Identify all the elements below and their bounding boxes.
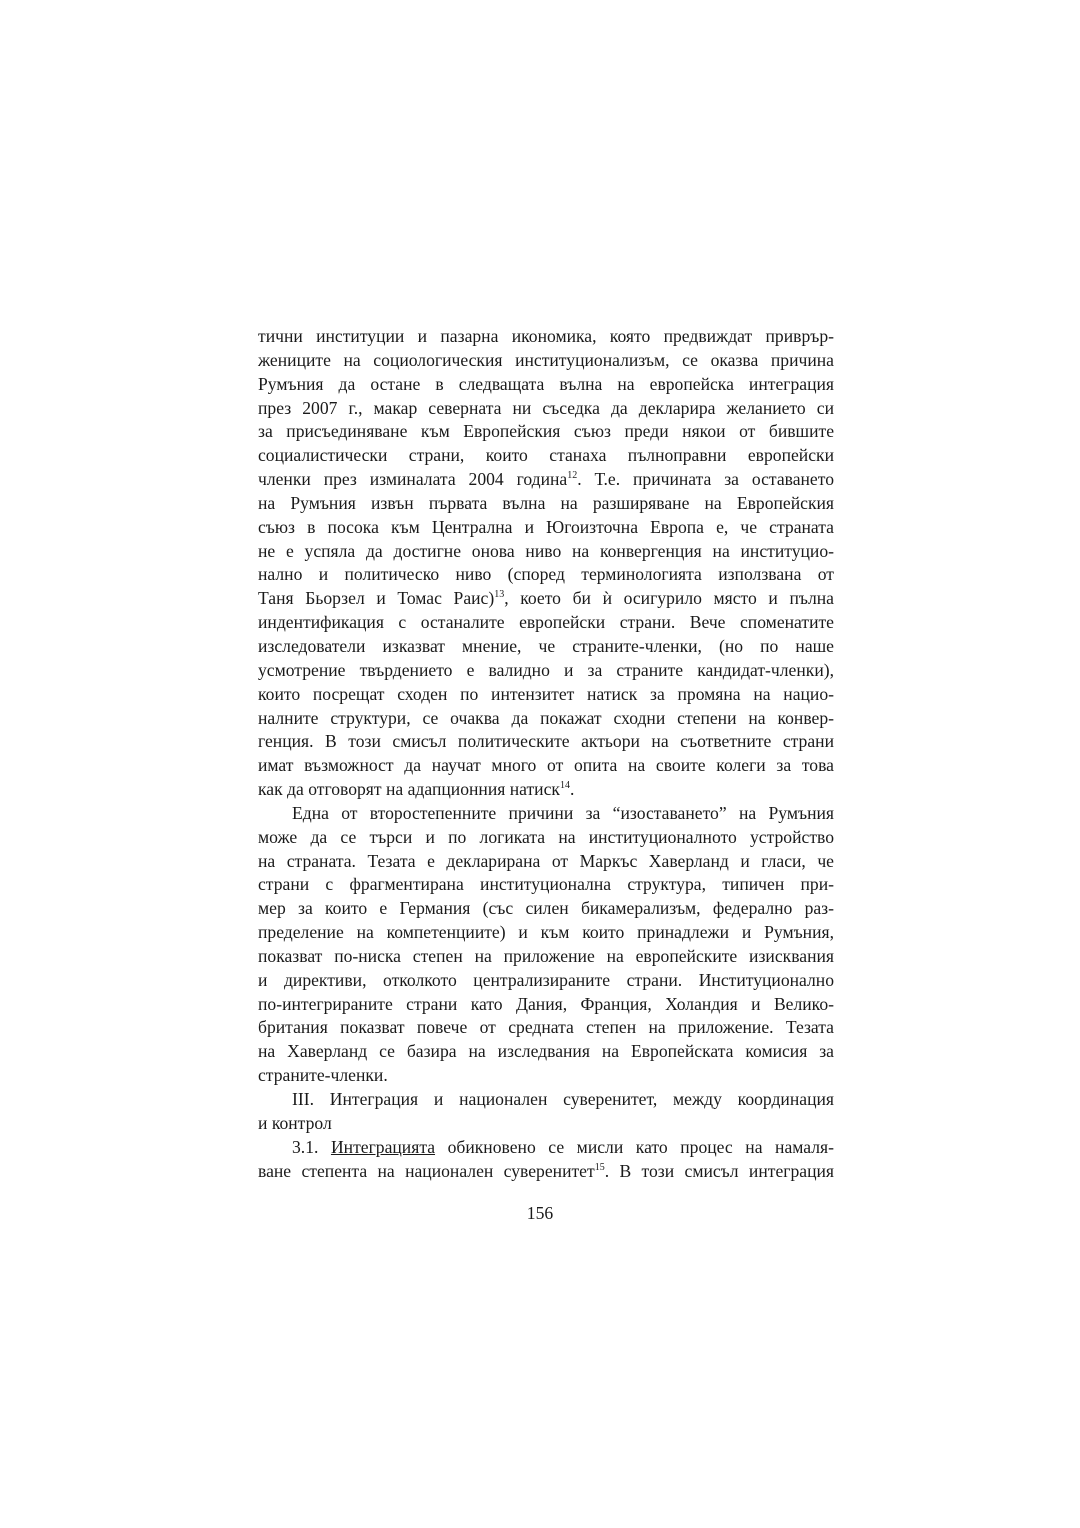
text-line <box>258 587 834 611</box>
text-line <box>258 778 834 802</box>
text-line <box>258 1136 834 1160</box>
text-line: британия показват повече от средната степен на приложение. Тезата <box>258 1017 834 1038</box>
text-line: може да се търси и по логиката на институционалното устройство <box>258 826 834 847</box>
text-segment: как да отговорят на адапционния натиск <box>258 779 560 800</box>
text-line: Една от второстепенните причини за “изоставането” на Румъния <box>292 802 834 823</box>
paragraph-4 <box>258 1136 834 1184</box>
text-line: на Хаверланд се базира на изследвания на Европейската комисия за <box>258 1041 834 1062</box>
text-segment: ване степента на национален суверенитет <box>258 1160 595 1181</box>
text-line: пределение на компетенциите) и към които принадлежи и Румъния, <box>258 922 834 943</box>
text-line: усмотрение твърдението е валидно и за страните кандидат-членки), <box>258 659 834 680</box>
footnote-ref-14[interactable]: 14 <box>559 780 570 792</box>
text-line: III. Интеграция и национален суверенитет, между координация <box>292 1089 834 1109</box>
text-segment: Таня Бьорзел и Томас Раис) <box>258 588 495 609</box>
footnote-ref-13[interactable]: 13 <box>494 589 505 601</box>
text-line: и контрол <box>258 1112 332 1133</box>
text-segment: , което би ѝ осигурило място и пълна <box>504 588 834 609</box>
text-line: мер за които е Германия (със силен бикамерализъм, федерално раз- <box>258 898 834 919</box>
text-line: страни с фрагментирана институционална структура, типичен при- <box>258 874 834 895</box>
text-line: индентификация с останалите европейски страни. Вече споменатите <box>258 612 834 633</box>
text-line: на Румъния извън първата вълна на разширяване на Европейския <box>258 492 834 513</box>
page-number: 156 <box>526 1203 554 1223</box>
text-line: социалистически страни, които станаха пълноправни европейски <box>258 445 834 466</box>
text-line: налните структури, се очаква да покажат сходни степени на конвер- <box>258 707 834 728</box>
text-line: изследователи изказват мнение, че страните-членки, (но по наше <box>258 635 834 656</box>
text-segment: . <box>569 779 575 800</box>
text-line: тични институции и пазарна икономика, която предвиждат приврър- <box>258 326 834 346</box>
footnote-ref-12[interactable]: 12 <box>567 470 578 482</box>
underlined-term: Интеграцията <box>330 1136 436 1157</box>
text-segment: обикновено се мисли като процес на намаля- <box>435 1136 834 1157</box>
text-line: Румъния да остане в следващата вълна на европейска интеграция <box>258 373 834 394</box>
text-line: за присъединяване към Европейския съюз преди някои от бившите <box>258 421 834 442</box>
text-line: през 2007 г., макар северната ни съседка да декларира желанието си <box>258 397 834 418</box>
text-line: на страната. Тезата е декларирана от Маркъс Хаверланд и гласи, че <box>258 850 834 871</box>
text-segment: членки през изминалата 2004 година <box>258 469 568 490</box>
text-line: нално и политическо ниво (според терминологията използвана от <box>258 564 834 585</box>
body-text <box>258 325 834 1183</box>
text-line: не е успяла да достигне онова ниво на конвергенция на институцио- <box>258 540 834 561</box>
paragraph-1 <box>258 325 834 802</box>
text-line: по-интегрираните страни като Дания, Франция, Холандия и Велико- <box>258 993 834 1014</box>
text-line: имат възможност да научат много от опита на своите колеги за това <box>258 755 834 776</box>
text-segment: 3.1. <box>292 1136 331 1157</box>
text-line: жениците на социологическия институционализъм, се оказва причина <box>258 349 834 370</box>
text-line: които посрещат сходен по интензитет натиск за промяна на нацио- <box>258 683 834 704</box>
text-line: генция. В този смисъл политическите актьори на съответните страни <box>258 731 834 752</box>
text-line <box>258 1160 834 1184</box>
text-line: и директиви, отколкото централизираните страни. Институционално <box>258 969 834 990</box>
text-line <box>258 468 834 492</box>
section-heading-3 <box>258 1088 834 1136</box>
text-segment: . Т.е. причината за оставането <box>577 469 834 490</box>
footnote-ref-15[interactable]: 15 <box>594 1161 605 1173</box>
paragraph-2 <box>258 802 834 1088</box>
text-line: съюз в посока към Централна и Югоизточна Европа е, че страната <box>258 516 834 537</box>
text-segment: . В този смисъл интеграция <box>604 1160 834 1181</box>
text-line: страните-членки. <box>258 1065 388 1086</box>
text-line: показват по-ниска степен на приложение на европейските изисквания <box>258 945 834 966</box>
